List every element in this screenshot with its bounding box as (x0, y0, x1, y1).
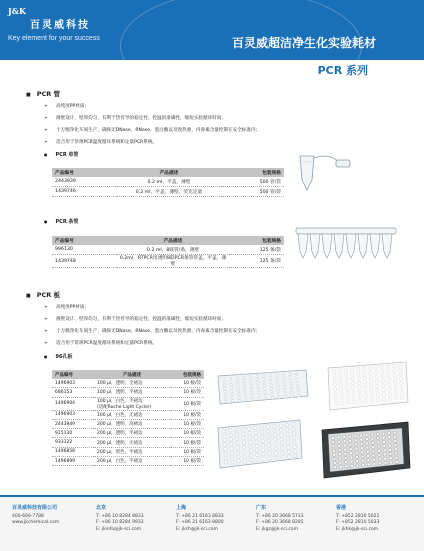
bullet: ➢ 适合用于常规PCR温度循环系统和定量PCR系统。 (44, 140, 158, 145)
bullet: ➢ 适合用于常规PCR温度循环系统和定量PCR系统。 (44, 341, 158, 346)
pcr-strip-tube-image (292, 222, 402, 266)
col-header: 包装规格 (222, 168, 284, 177)
clear-plate-image (212, 362, 312, 412)
col-header: 产品描述 (116, 168, 222, 177)
table-row: 686153 100 μl，透明，半裙边 10 板/袋 (52, 388, 204, 397)
col-header: 产品编号 (52, 370, 94, 379)
pcr-single-tube-image (292, 150, 360, 194)
company-name: 百灵威科技 (30, 20, 90, 31)
table-row: 1496899 200 μl，白色，半裙边 10 板/袋 (52, 457, 204, 466)
table-row: 1496904 100 μl，白色，半裙边 (适配Roche Light Cycler) 10 板/袋 (52, 397, 204, 410)
white-plate-image (322, 356, 412, 416)
single-tube-table (52, 168, 284, 197)
plate-table (52, 370, 204, 466)
table-row: 915130 200 μl，透明，半裙边 10 板/袋 (52, 429, 204, 438)
col-header: 包装规格 (170, 370, 204, 379)
table-row: 933122 200 μl，透明，无裙边 10 板/袋 (52, 438, 204, 447)
bullet: ➢ 高纯度PP材质； (44, 305, 90, 310)
footer-company: 百灵威科技有限公司 400-666-7788 www.jkchemical.com (12, 505, 60, 525)
page-subtitle: PCR 系列 (317, 64, 368, 77)
col-header: 产品编号 (52, 236, 116, 245)
footer-beijing: 北京 T: +86 10 8284 8833 F: +86 10 8284 9933 E: jkinfo@jk-sci.com (96, 505, 144, 532)
sub-heading-single-tube: ● PCR 单管 (44, 151, 78, 158)
table-row: 1439748 0.2ml，RTPCR用透明8联PCR条管管盖，平盖，薄壁 125 条/袋 (52, 255, 284, 268)
bullet: ➢ 薄壁设计、壁厚均匀，有利于热传导的稳定性、控温的准确性，缩短实验循环时间； (44, 317, 226, 322)
bullet: ➢ 薄壁设计、壁厚均匀，有利于热传导的稳定性、控温的准确性，缩短实验循环时间； (44, 116, 226, 121)
skirted-plate-image (212, 412, 308, 476)
footer-shanghai: 上海 T: +86 21 6163 8833 F: +86 21 6163 8800 E: jksh@jk-sci.com (176, 505, 224, 532)
col-header: 包装规格 (230, 236, 284, 245)
table-row: 996130 0.2 ml，8联管/条，薄壁 125 条/袋 (52, 245, 284, 255)
sub-heading-strip-tube: ● PCR 条管 (44, 218, 78, 225)
table-row: 2443939 0.2 ml，平盖，薄壁 500 管/袋 (52, 177, 284, 187)
header-banner (0, 0, 424, 60)
section-heading-pcr-plate: ■ PCR 板 (26, 290, 60, 299)
col-header: 产品描述 (116, 236, 230, 245)
page-title: 百灵威超洁净生化实验耗材 (231, 36, 376, 50)
col-header: 产品编号 (52, 168, 116, 177)
logo-mark: J&K (8, 6, 26, 16)
bullet: ➢ 十万级净化车间生产，确保无DNase、RNase、蛋白酶以及致热源，内毒素含量控制在安全标准内； (44, 128, 261, 133)
decorative-arc (120, 0, 362, 60)
bullet: ➢ 十万级净化车间生产，确保无DNase、RNase、蛋白酶以及致热源，内毒素含量控制在安全标准内； (44, 329, 261, 334)
table-row: 2443949 200 μl，透明，高裙边 10 板/袋 (52, 419, 204, 428)
table-row: 1496903 100 μl，白色，无裙边 10 板/袋 (52, 410, 204, 419)
strip-tube-table (52, 236, 284, 268)
table-row: 1496903 100 μl，透明，全裙边 10 板/袋 (52, 379, 204, 388)
tagline: Key element for your success (8, 35, 100, 42)
footer (0, 495, 424, 551)
table-row: 1439746 0.2 ml，平盖，薄壁，荧光定量 500 管/袋 (52, 187, 284, 197)
black-plate-image (318, 416, 414, 486)
footer-guangdong: 广东 T: +86 20 3668 5733 F: +86 20 3668 8285 E: jkgz@jk-sci.com (256, 505, 304, 532)
footer-hongkong: 香港 T: +852 2810 5022 F: +852 2810 5033 E: jkhk@jk-sci.com (336, 505, 380, 532)
col-header: 产品描述 (94, 370, 170, 379)
section-heading-pcr-tube: ■ PCR 管 (26, 89, 60, 98)
bullet: ➢ 高纯度PP材质； (44, 104, 90, 109)
table-row: 1496858 200 μl，黑色，半裙边 10 板/袋 (52, 447, 204, 456)
sub-heading-96-well: ● 96孔板 (44, 353, 72, 360)
